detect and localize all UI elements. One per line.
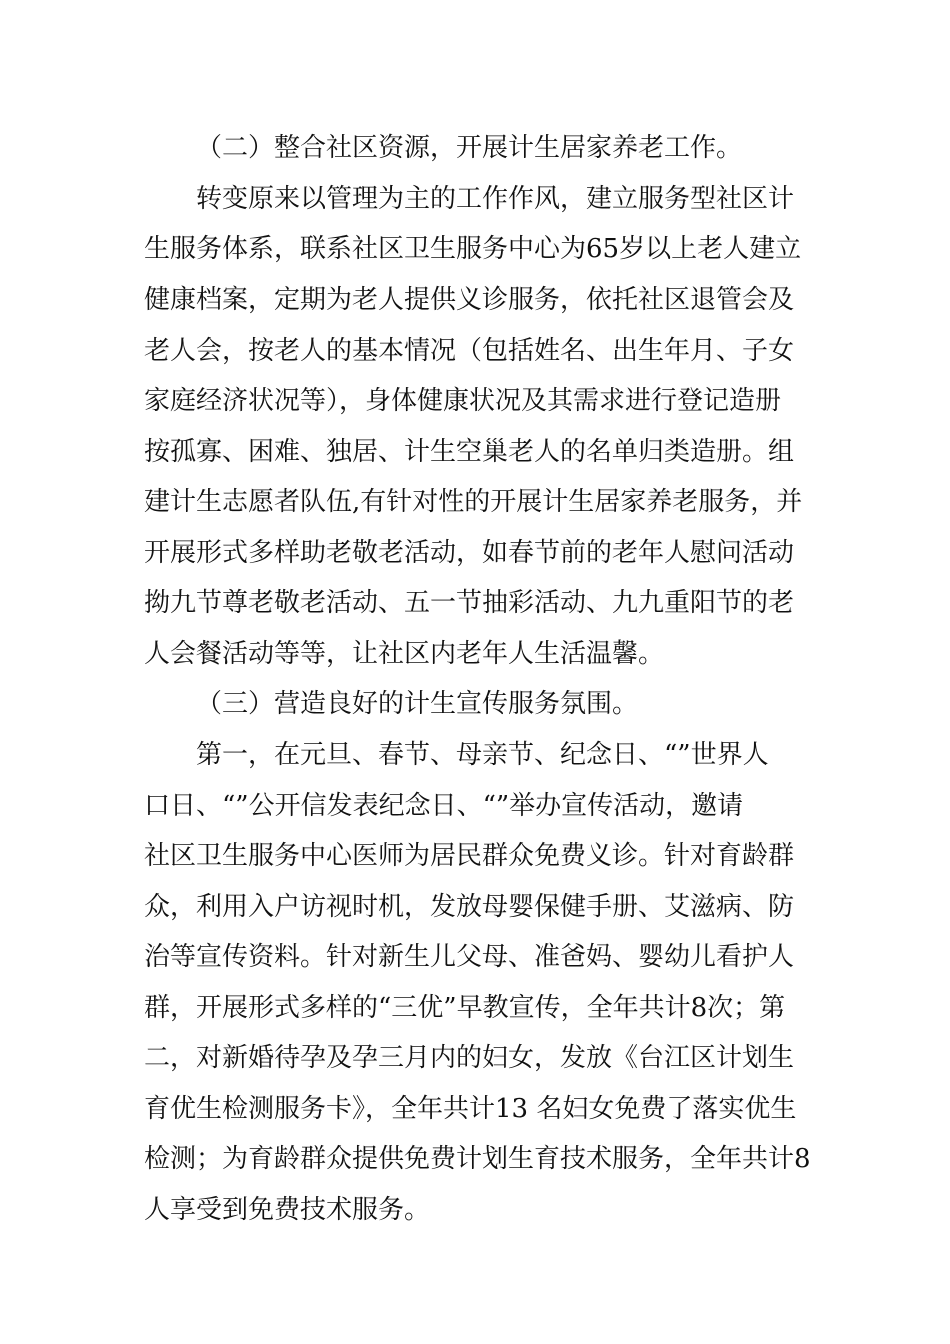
paragraph-line: 拗九节尊老敬老活动、五一节抽彩活动、九九重阳节的老 — [144, 588, 795, 618]
paragraph-line: 二，对新婚待孕及孕三月内的妇女，发放《台江区计划生 — [144, 1043, 795, 1073]
paragraph-line: 人会餐活动等等，让社区内老年人生活温馨。 — [144, 639, 665, 669]
paragraph-line: 建计生志愿者队伍,有针对性的开展计生居家养老服务，并 — [144, 487, 803, 517]
paragraph-line: 口日、“”公开信发表纪念日、“”举办宣传活动，邀请 — [144, 791, 744, 821]
paragraph-line: 按孤寡、困难、独居、计生空巢老人的名单归类造册。组 — [144, 437, 795, 467]
paragraph-line: 人享受到免费技术服务。 — [144, 1195, 431, 1225]
paragraph-line: 第一，在元旦、春节、母亲节、纪念日、“”世界人 — [196, 740, 769, 770]
paragraph-line: 转变原来以管理为主的工作作风，建立服务型社区计 — [196, 184, 795, 214]
paragraph-line: 家庭经济状况等），身体健康状况及其需求进行登记造册 — [144, 386, 782, 416]
paragraph-line: 社区卫生服务中心医师为居民群众免费义诊。针对育龄群 — [144, 841, 795, 871]
paragraph-line: 开展形式多样助老敬老活动，如春节前的老年人慰问活动 — [144, 538, 795, 568]
section-heading-three: （三）营造良好的计生宣传服务氛围。 — [196, 689, 639, 719]
paragraph-line: 检测；为育龄群众提供免费计划生育技术服务，全年共计8 — [144, 1144, 811, 1174]
paragraph-line: 老人会，按老人的基本情况（包括姓名、出生年月、子女 — [144, 336, 795, 366]
paragraph-line: 健康档案，定期为老人提供义诊服务，依托社区退管会及 — [144, 285, 795, 315]
paragraph-line: 育优生检测服务卡》，全年共计13 名妇女免费了落实优生 — [144, 1094, 797, 1124]
paragraph-line: 生服务体系，联系社区卫生服务中心为65岁以上老人建立 — [144, 234, 802, 264]
paragraph-line: 众，利用入户访视时机，发放母婴保健手册、艾滋病、防 — [144, 892, 795, 922]
paragraph-line: 治等宣传资料。针对新生儿父母、准爸妈、婴幼儿看护人 — [144, 942, 795, 972]
paragraph-line: 群，开展形式多样的“三优”早教宣传，全年共计8次；第 — [144, 993, 786, 1023]
section-heading-two: （二）整合社区资源，开展计生居家养老工作。 — [196, 133, 743, 163]
